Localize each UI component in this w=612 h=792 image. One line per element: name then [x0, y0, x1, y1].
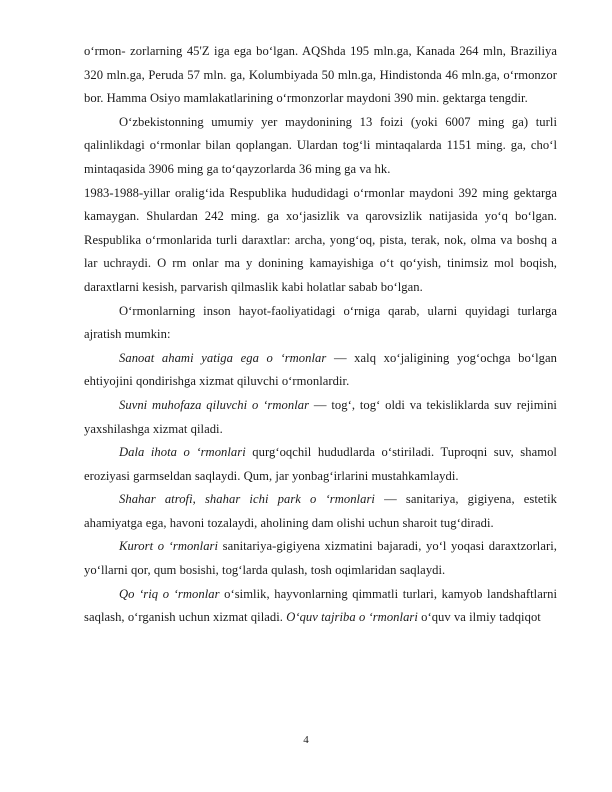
term-educational-forests: O‘quv tajriba o ‘rmonlari [286, 610, 418, 625]
paragraph-resort-forests [84, 535, 557, 582]
definition-urban-park-forests: — sanitariya, gigiyena, estetik ahamiyatga ega, havoni tozalaydi, aholining dam olishi uchun sharoit tug‘diradi. [84, 492, 557, 530]
term-reserve-forests: Qo ‘riq o ‘rmonlar [119, 586, 220, 601]
paragraph-forest-areas-by-country: o‘rmon- zorlarning 45'Z iga ega bo‘lgan. AQShda 195 mln.ga, Kanada 264 mln, Braziliya 320 mln.ga, Peruda 57 mln. ga, Kolumbiyada 50 mln.ga, Hindistonda 46 mln.ga, o‘rmonzor bor. Hamma Osiyo mamlakatlarining o‘rmonzorlar maydoni 390 min. gektarga tengdir. [84, 44, 557, 106]
term-urban-park-forests: Shahar atrofi, shahar ichi park o ‘rmonlari [119, 492, 375, 507]
paragraph-industrial-forests [84, 347, 557, 394]
paragraph-urban-park-forests [84, 488, 557, 535]
definition-reserve-forests: o‘simlik, hayvonlarning qimmatli turlari, kamyob landshaftlarni saqlash, o‘rganish uchun xizmat qiladi. [84, 586, 557, 625]
page-number: 4 [303, 734, 309, 746]
definition-educational-forests: o‘quv va ilmiy tadqiqot [417, 610, 541, 625]
definition-resort-forests: sanitariya-gigiyena xizmatini bajaradi, yo‘l yoqasi daraxtzorlari, yo‘llarni qor, qum bosishi, tog‘larda qulash, tosh oqimlaridan saqlaydi. [84, 539, 557, 578]
document-body [84, 40, 557, 630]
definition-water-protection-forests: — tog‘, tog‘ oldi va tekisliklarda suv rejimini yaxshilashga xizmat qiladi. [84, 397, 557, 436]
paragraph-forest-decline: 1983-1988-yillar oralig‘ida Respublika hududidagi o‘rmonlar maydoni 392 ming gektarga kamaygan. Shulardan 242 ming. ga xo‘jasizlik va qarovsizlik natijasida yo‘q bo‘lgan. Respublika o‘rmonlarida turli daraxtlar: archa, yong‘oq, pista, terak, nok, olma va boshq a lar uchraydi. O rm onlar ma y donining kamayishiga o‘t qo‘yish, tinimsiz mol boqish, daraxtlarni kesish, parvarish qilmaslik kabi holatlar sabab bo‘lgan. [84, 185, 557, 294]
term-resort-forests: Kurort o ‘rmonlari [119, 539, 219, 554]
paragraph-forest-types-intro: O‘rmonlarning inson hayot-faoliyatidagi o‘rniga qarab, ularni quyidagi turlarga ajratish mumkin: [84, 303, 557, 342]
paragraph-field-protection-forests [84, 441, 557, 488]
paragraph-water-protection-forests [84, 394, 557, 441]
term-field-protection-forests: Dala ihota o ‘rmonlari [119, 445, 246, 460]
paragraph-uzbekistan-forest-cover: O‘zbekistonning umumiy yer maydonining 13 foizi (yoki 6007 ming ga) turli qalinlikdagi o‘rmonlar bilan qoplangan. Ulardan tog‘li mintaqalarda 1151 ming. ga, cho‘l mintaqasida 3906 ming ga to‘qayzorlarda 36 ming ga va hk. [84, 114, 557, 176]
term-industrial-forests: Sanoat ahami yatiga ega o ‘rmonlar [119, 350, 327, 365]
paragraph-reserve-forests [84, 583, 557, 630]
definition-field-protection-forests: qurg‘oqchil hududlarda o‘stiriladi. Tuproqni suv, shamol eroziyasi garmseldan saqlaydi. Qum, jar yonbag‘irlarini mustahkamlaydi. [84, 445, 557, 483]
definition-industrial-forests: — xalq xo‘jaligining yog‘ochga bo‘lgan ehtiyojini qondirishga xizmat qiluvchi o‘rmonlardir. [84, 350, 557, 389]
term-water-protection-forests: Suvni muhofaza qiluvchi o ‘rmonlar [119, 397, 310, 412]
